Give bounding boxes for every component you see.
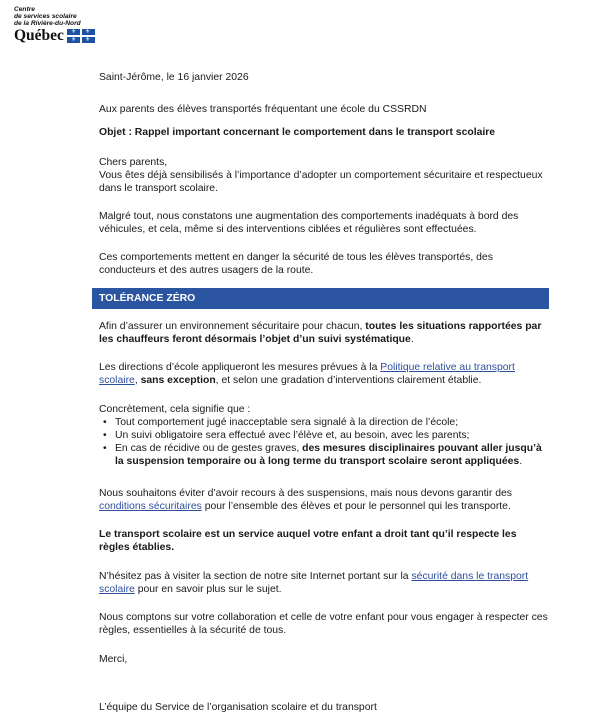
suspension-text: Nous souhaitons éviter d’avoir recours à des suspensions, mais nous devons garantir des bbox=[99, 488, 512, 499]
org-name-line-2: de services scolaire bbox=[14, 13, 77, 20]
directions-paragraph bbox=[99, 361, 549, 387]
salutation: Chers parents, bbox=[99, 157, 168, 168]
collaboration-paragraph: Nous comptons sur votre collaboration et celle de votre enfant pour vous engager à respecter ces règles, essentielles à la sécurité de tous. bbox=[99, 612, 548, 636]
safe-conditions-link[interactable]: conditions sécuritaires bbox=[99, 501, 202, 512]
signature: L’équipe du Service de l’organisation scolaire et du transport bbox=[99, 702, 377, 713]
website-text: N’hésitez pas à visiter la section de notre site Internet portant sur la bbox=[99, 571, 412, 582]
letter-recipients: Aux parents des élèves transportés fréquentant une école du CSSRDN bbox=[99, 104, 427, 115]
fleur-de-lis-flag-icon: ⚜ ⚜ ⚜ ⚜ bbox=[67, 29, 95, 43]
service-paragraph: Le transport scolaire est un service auquel votre enfant a droit tant qu’il respecte les règles établies. bbox=[99, 529, 517, 553]
bullet3-bold: des mesures disciplinaires pouvant aller jusqu’à la suspension temporaire ou à long terme du transport scolaire seront appliquées bbox=[115, 443, 542, 467]
list-item: • Un suivi obligatoire sera effectué avec l’élève et, au besoin, avec les parents; bbox=[99, 429, 549, 442]
danger-paragraph: Ces comportements mettent en danger la sécurité de tous les élèves transportés, des conducteurs et des autres usagers de la route. bbox=[99, 252, 493, 276]
followup-bold: toutes les situations rapportées par les chauffeurs feront désormais l’objet d’un suivi systématique bbox=[99, 321, 542, 345]
letter-date: Saint-Jérôme, le 16 janvier 2026 bbox=[99, 72, 249, 83]
measures-list bbox=[99, 416, 549, 468]
bullet3-end: . bbox=[519, 456, 523, 467]
directions-end: , et selon une gradation d’interventions clairement établie. bbox=[215, 375, 482, 386]
bullet3-text: En cas de récidive ou de gestes graves, bbox=[115, 443, 303, 454]
quebec-wordmark: Québec bbox=[14, 27, 64, 44]
cssrdn-logo bbox=[14, 6, 95, 44]
concretely-intro: Concrètement, cela signifie que : bbox=[99, 404, 251, 415]
letter-body bbox=[99, 71, 549, 714]
directions-bold: sans exception bbox=[140, 375, 216, 386]
thanks: Merci, bbox=[99, 654, 128, 665]
increase-paragraph: Malgré tout, nous constatons une augmentation des comportements inadéquats à bord des véhicules, et cela, même si des interventions ciblées et régulières sont effectuées. bbox=[99, 211, 519, 235]
directions-sep: , bbox=[134, 375, 141, 386]
list-item bbox=[99, 442, 549, 468]
directions-text: Les directions d’école appliqueront les mesures prévues à la bbox=[99, 362, 381, 373]
suspension-end: pour l’ensemble des élèves et pour le personnel qui les transporte. bbox=[201, 501, 511, 512]
letter-subject: Objet : Rappel important concernant le comportement dans le transport scolaire bbox=[99, 127, 496, 138]
website-paragraph bbox=[99, 570, 549, 596]
suspension-paragraph bbox=[99, 487, 549, 513]
followup-paragraph bbox=[99, 320, 549, 346]
followup-text: Afin d’assurer un environnement sécuritaire pour chacun, bbox=[99, 321, 366, 332]
zero-tolerance-banner: TOLÉRANCE ZÉRO bbox=[92, 288, 549, 309]
intro-paragraph: Vous êtes déjà sensibilisés à l’importance d’adopter un comportement sécuritaire et respectueux dans le transport scolaire. bbox=[99, 170, 543, 194]
list-item: • Tout comportement jugé inacceptable sera signalé à la direction de l’école; bbox=[99, 416, 549, 429]
org-name-line-3: de la Rivière-du-Nord bbox=[14, 20, 81, 27]
org-name-line-1: Centre bbox=[14, 6, 35, 13]
policy-link[interactable]: Politique relative au transport scolaire bbox=[99, 362, 515, 386]
followup-end: . bbox=[410, 334, 414, 345]
website-end: pour en savoir plus sur le sujet. bbox=[134, 584, 282, 595]
safety-section-link[interactable]: sécurité dans le transport scolaire bbox=[99, 571, 529, 595]
